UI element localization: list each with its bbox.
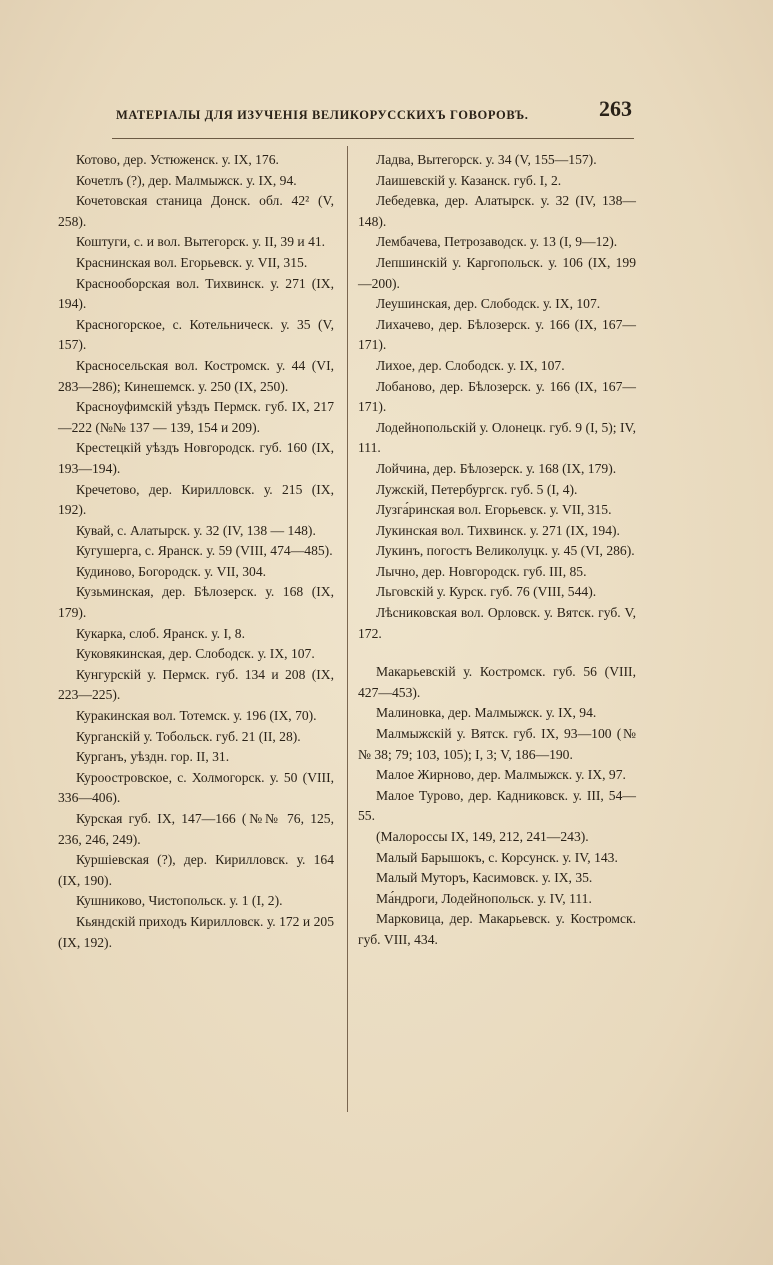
index-entry: Кузьминская, дер. Бѣлозерск. у. 168 (IX, 179). bbox=[58, 584, 334, 621]
index-entry: Коштуги, с. и вол. Вытегорск. у. II, 39 и 41. bbox=[76, 234, 326, 250]
index-entry: Малмыжскій у. Вятск. губ. IX, 93—100 (№№ 38; 79; 103, 105); I, 3; V, 186—190. bbox=[358, 726, 636, 762]
index-entry: Курганъ, уѣздн. гор. II, 31. bbox=[76, 749, 230, 765]
index-entry: Краснинская вол. Егорьевск. у. VII, 315. bbox=[76, 254, 308, 270]
header-rule bbox=[112, 138, 634, 139]
index-entry: Лодейнопольскій у. Олонецк. губ. 9 (I, 5); IV, 111. bbox=[358, 419, 636, 456]
index-entry: Леушинская, дер. Слободск. у. IX, 107. bbox=[376, 296, 601, 312]
index-entry: Лепшинскій у. Каргопольск. у. 106 (IX, 199—200). bbox=[358, 254, 636, 291]
index-entry: Кочетлъ (?), дер. Малмыжск. у. IX, 94. bbox=[76, 172, 297, 188]
index-entry: Ладва, Вытегорск. у. 34 (V, 155—157). bbox=[376, 152, 597, 167]
index-entry: Малое Жирново, дер. Малмыжск. у. IX, 97. bbox=[376, 767, 626, 783]
index-entry: Кувай, с. Алатырск. у. 32 (IV, 138 — 148). bbox=[76, 522, 316, 538]
index-entry: Краснооборская вол. Тихвинск. у. 271 (IX, 194). bbox=[58, 275, 334, 312]
index-entry: Куроостровское, с. Холмогорск. у. 50 (VIII, 336—406). bbox=[58, 769, 334, 806]
index-entry: Красногорское, с. Котельническ. у. 35 (V, 157). bbox=[58, 316, 334, 353]
index-entry: Льговскій у. Курск. губ. 76 (VIII, 544). bbox=[376, 584, 597, 600]
index-entry: Лебедевка, дер. Алатырск. у. 32 (IV, 138—148). bbox=[358, 193, 636, 229]
index-entry: Кукарка, слоб. Яранск. у. I, 8. bbox=[76, 625, 245, 641]
index-entry: Лѣсниковская вол. Орловск. у. Вятск. губ. V, 172. bbox=[358, 605, 636, 641]
index-entry: Ма́ндроги, Лодейнопольск. у. IV, 111. bbox=[376, 890, 592, 906]
index-entry: Куракинская вол. Тотемск. у. 196 (IX, 70). bbox=[76, 708, 317, 724]
left-column bbox=[58, 150, 334, 953]
index-entry: Макарьевскій у. Костромск. губ. 56 (VIII, 427—453). bbox=[358, 664, 636, 700]
index-entry: Лаишевскій у. Казанск. губ. I, 2. bbox=[376, 172, 562, 188]
index-entry: Кьяндскій приходъ Кирилловск. у. 172 и 205 (IX, 192). bbox=[58, 913, 334, 950]
section-gap bbox=[358, 644, 636, 662]
index-entry: Куковякинская, дер. Слободск. у. IX, 107. bbox=[76, 646, 315, 662]
index-entry: Лузга́ринская вол. Егорьевск. у. VII, 315. bbox=[376, 502, 612, 518]
index-entry: Красносельская вол. Костромск. у. 44 (VI, 283—286); Кинешемск. у. 250 (IX, 250). bbox=[58, 357, 334, 394]
index-entry: Лукинская вол. Тихвинск. у. 271 (IX, 194). bbox=[376, 522, 620, 538]
index-entry: Малое Турово, дер. Кадниковск. у. III, 54—55. bbox=[358, 787, 636, 824]
page-header bbox=[112, 96, 632, 130]
index-entry: Лобаново, дер. Бѣлозерск. у. 166 (IX, 167—171). bbox=[358, 378, 636, 415]
index-entry: Малый Муторъ, Касимовск. у. IX, 35. bbox=[376, 870, 593, 886]
column-divider bbox=[347, 146, 348, 1112]
index-entry: Котово, дер. Устюженск. у. IX, 176. bbox=[76, 152, 279, 167]
index-entry: Лычно, дер. Новгородск. губ. III, 85. bbox=[376, 563, 587, 579]
index-entry: Малиновка, дер. Малмыжск. у. IX, 94. bbox=[376, 705, 597, 721]
index-entry: Кушниково, Чистопольск. у. 1 (I, 2). bbox=[76, 893, 283, 909]
index-entry: Лихое, дер. Слободск. у. IX, 107. bbox=[376, 357, 565, 373]
right-column bbox=[358, 150, 636, 951]
index-entry: Лойчина, дер. Бѣлозерск. у. 168 (IX, 179). bbox=[376, 460, 617, 476]
index-entry: Куршіевская (?), дер. Кирилловск. у. 164 (IX, 190). bbox=[58, 852, 334, 888]
index-entry: Лихачево, дер. Бѣлозерск. у. 166 (IX, 167—171). bbox=[358, 316, 636, 353]
page-number: 263 bbox=[599, 96, 632, 121]
index-entry: Лукинъ, погостъ Великолуцк. у. 45 (VI, 286). bbox=[376, 543, 635, 559]
index-entry: Курская губ. IX, 147—166 (№№ 76, 125, 236, 246, 249). bbox=[58, 811, 334, 847]
index-entry: Лембачева, Петрозаводск. у. 13 (I, 9—12). bbox=[376, 234, 618, 250]
index-entry: Марковица, дер. Макарьевск. у. Костромск. губ. VIII, 434. bbox=[358, 911, 636, 947]
index-entry: (Малороссы IX, 149, 212, 241—243). bbox=[376, 829, 589, 844]
index-entry: Малый Барышокъ, с. Корсунск. у. IV, 143. bbox=[376, 849, 618, 865]
index-entry: Красноуфимскій уѣздъ Пермск. губ. IX, 217—222 (№№ 137 — 139, 154 и 209). bbox=[58, 399, 334, 435]
index-entry: Кочетовская станица Донск. обл. 42² (V, 258). bbox=[58, 193, 334, 229]
index-entry: Лужскій, Петербургск. губ. 5 (I, 4). bbox=[376, 481, 578, 497]
index-entry: Курганскій у. Тобольск. губ. 21 (II, 28). bbox=[76, 728, 301, 744]
index-entry: Кречетово, дер. Кирилловск. у. 215 (IX, 192). bbox=[58, 481, 334, 518]
index-entry: Кудиново, Богородск. у. VII, 304. bbox=[76, 563, 267, 579]
index-entry: Крестецкій уѣздъ Новгородск. губ. 160 (IX, 193—194). bbox=[58, 440, 334, 476]
running-title: МАТЕРІАЛЫ ДЛЯ ИЗУЧЕНІЯ ВЕЛИКОРУССКИХЪ ГОВОРОВЪ. bbox=[116, 108, 529, 122]
index-entry: Кугушерга, с. Яранск. у. 59 (VIII, 474—485). bbox=[76, 543, 333, 559]
index-entry: Кунгурскій у. Пермск. губ. 134 и 208 (IX, 223—225). bbox=[58, 666, 334, 703]
